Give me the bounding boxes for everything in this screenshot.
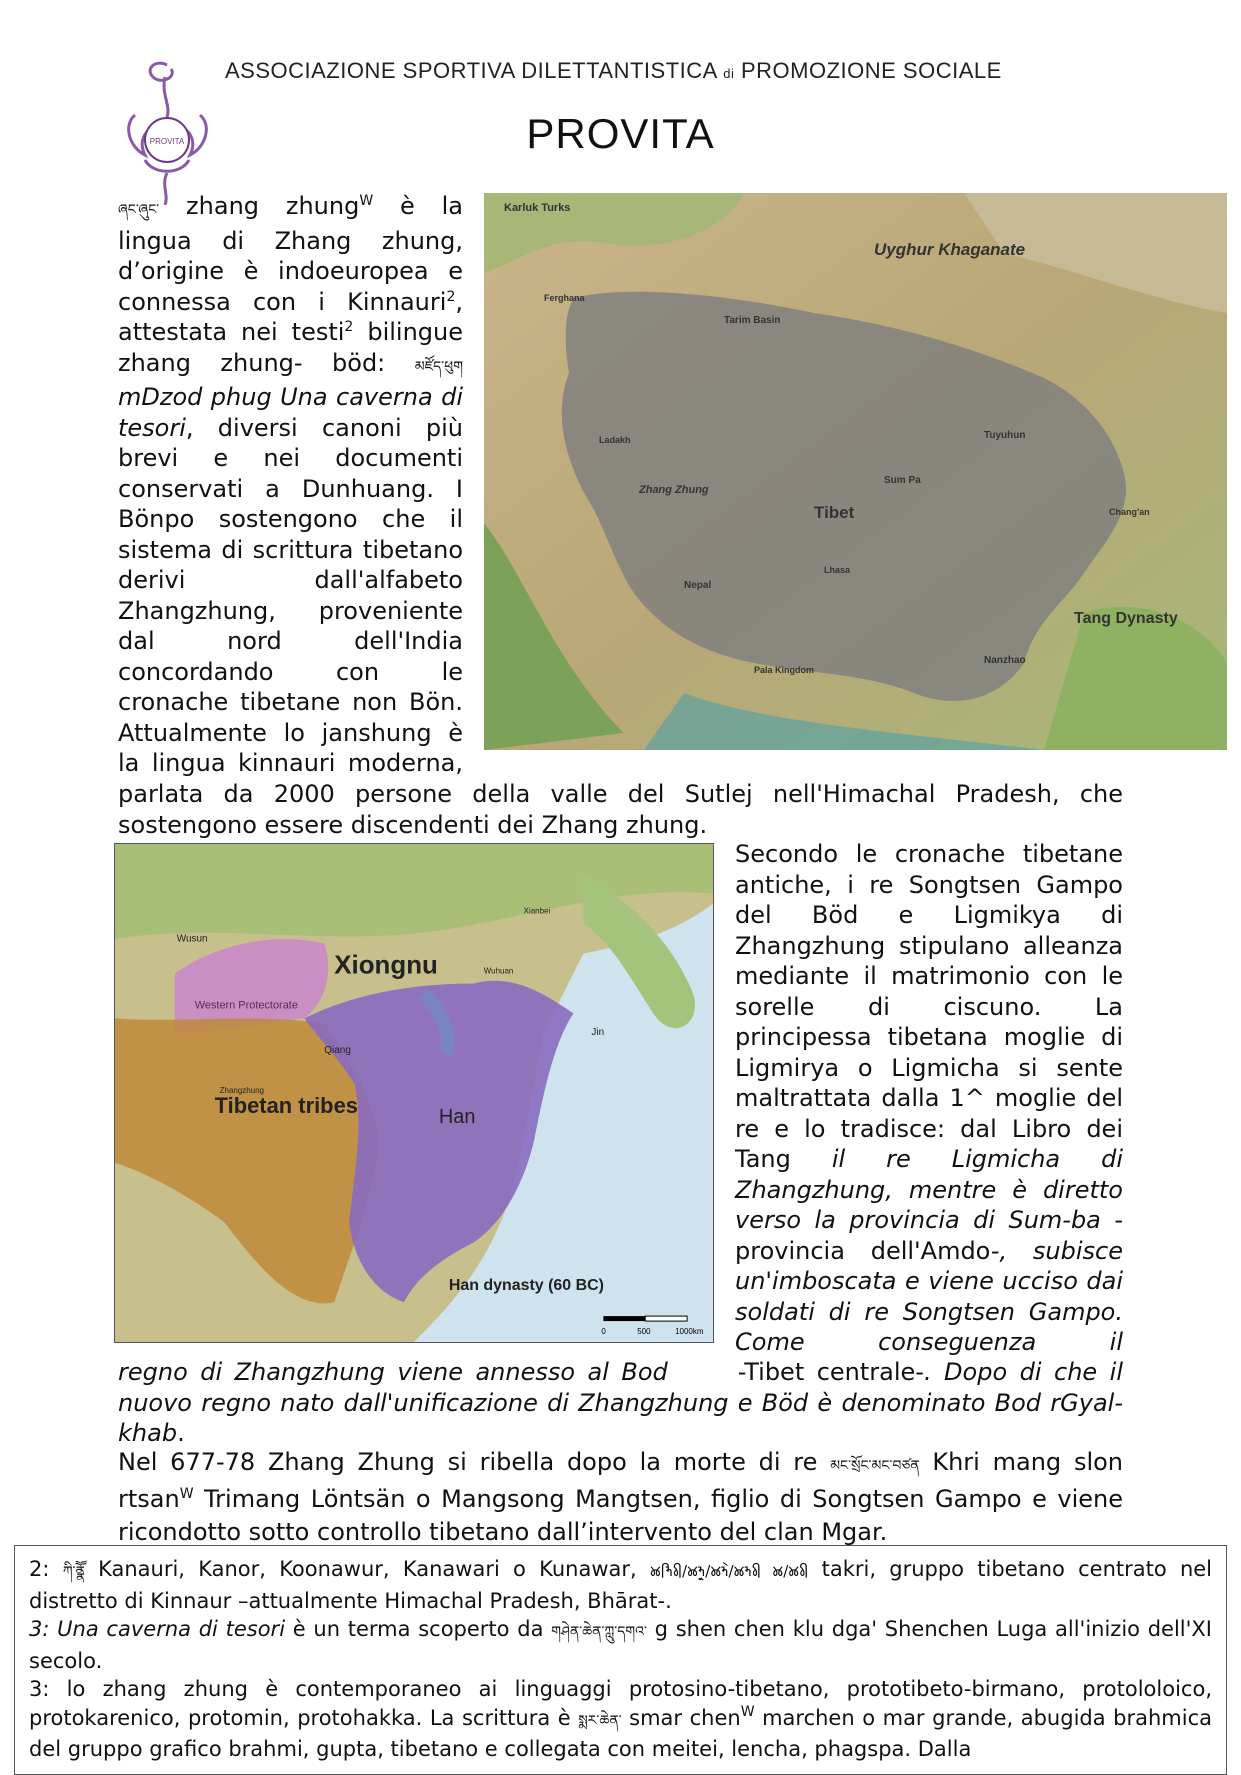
label-lhasa: Lhasa [824, 565, 851, 575]
text-segment: smar chen [621, 1705, 741, 1730]
label-changan: Chang'an [1109, 507, 1150, 517]
text-segment: . [177, 1419, 185, 1447]
takri-script: 𑚊𑚝𑚮𑚤𑚯/𑚊𑚝𑚶𑚤/𑚊𑚝𑚶/𑚊𑚝𑚤𑚯 𑚊/𑚊𑚤𑚯 [649, 1562, 809, 1580]
label-nepal: Nepal [684, 580, 712, 591]
text-segment: , diversi canoni più brevi e nei documenti conservati a Dunhuang. I Bönpo sostengono che il sistema di scrittura tibetano derivi dall'alfabeto Zhangzhung, proveniente dal nord dell'India concordando con le cronache tibetane non Bön. Attualmente lo janshung è la lingua kinnauri moderna, [118, 413, 463, 777]
text-segment: takri, gruppo tibetano centrato nel distretto di Kinnaur –attualmente Himachal Pradesh, Bhārat-. [29, 1557, 1213, 1613]
footnote-1 [29, 1555, 1212, 1615]
tibetan-mangsong: མང་སྲོང་མང་བཙན [830, 1458, 920, 1474]
footnote-3 [29, 1675, 1212, 1764]
footnote-2 [29, 1615, 1212, 1675]
label-pala: Pala Kingdom [754, 665, 815, 675]
label-han-dynasty: Han dynasty (60 BC) [448, 1277, 604, 1295]
label-zhangzhung: Zhangzhung [219, 1086, 264, 1095]
text-segment: g shen chen klu dga' Shenchen Luga all'inizio dell'XI secolo. [29, 1617, 1212, 1673]
wiki-marker: W [179, 1486, 194, 1502]
label-tibetan-tribes: Tibetan tribes [214, 1092, 358, 1118]
footnote-ref: 2 [344, 319, 354, 335]
label-qiang: Qiang [324, 1045, 351, 1057]
text-segment: marchen o mar grande, abugida brahmica del gruppo grafico brahmi, gupta, tibetano e collegata con meitei, lencha, phagspa. Dalla [29, 1705, 1212, 1761]
label-zhang-zhung: Zhang Zhung [639, 484, 709, 496]
label-tang: Tang Dynasty [1074, 610, 1178, 627]
label-tibet: Tibet [814, 503, 855, 522]
label-han: Han [438, 1105, 476, 1128]
label-karluk: Karluk Turks [504, 202, 571, 214]
tibetan-marchen: སྨར་ཆེན་ [578, 1712, 622, 1729]
label-jin: Jin [591, 1027, 605, 1039]
footnotes-box [14, 1545, 1227, 1775]
text-segment: -Tibet centrale- [737, 1358, 924, 1386]
text-segment: , attestata nei testi [118, 287, 463, 346]
tibetan-mdzod-phug: མཛོད་ཕུག [414, 358, 463, 375]
text-segment: è la lingua di Zhang zhung, d’origine è indoeuropea e connessa con i Kinnauri [118, 192, 463, 316]
text-segment: Khri mang slon rtsan [118, 1448, 1124, 1513]
text-segment: Kanauri, Kanor, Koonawur, Kanawari o Kunawar, [84, 1557, 650, 1581]
text-segment: -provincia dell'Amdo- [735, 1206, 1123, 1265]
intro-paragraph [118, 191, 463, 779]
tibetan-shenchen: གཤེན་ཆེན་ཀླུ་དགའ་ [551, 1624, 647, 1640]
logo-text: PROVITA [149, 137, 185, 146]
organization-name [225, 58, 1025, 84]
scale-500: 500 [637, 1327, 651, 1337]
label-ladakh: Ladakh [599, 435, 631, 445]
wiki-marker: W [740, 1703, 755, 1720]
label-wuhuan: Wuhuan [483, 966, 514, 976]
chronicle-paragraph [735, 839, 1123, 1358]
scale-0: 0 [601, 1327, 606, 1337]
label-uyghur: Uyghur Khaganate [874, 240, 1026, 259]
continuation-paragraph: parlata da 2000 persone della valle del Sutlej nell'Himachal Pradesh, che sostengono essere discendenti dei Zhang zhung. [118, 780, 1123, 839]
text-italic: . Dopo di che il nuovo regno nato dall'unificazione di Zhangzhung e Böd è denominato Bod rGyal-khab [118, 1358, 1123, 1447]
label-nanzhao: Nanzhao [984, 655, 1026, 666]
text-italic: , subisce un'imboscata e viene ucciso dai soldati di re Songtsen Gampo. Come conseguenza il [735, 1236, 1124, 1356]
text-segment: Secondo le cronache tibetane antiche, i re Songtsen Gampo del Böd e Ligmikya di Zhangzhung stipulano alleanza mediante il matrimonio con le sorelle di ciscuno. La principessa tibetana moglie di Ligmirya o Ligmicha si sente maltrattata dalla 1^ moglie del re e lo tradisce: dal Libro dei Tang [735, 840, 1123, 1173]
org-name-part1: ASSOCIAZIONE SPORTIVA DILETTANTISTICA [225, 58, 717, 83]
text-segment: Nel 677-78 Zhang Zhung si ribella dopo la morte di re [118, 1448, 831, 1476]
tibet-empire-map [484, 193, 1227, 750]
label-xianbei: Xianbei [523, 906, 551, 916]
rebellion-paragraph [118, 1446, 1123, 1549]
label-tarim: Tarim Basin [724, 315, 781, 326]
org-name-part2: PROMOZIONE SOCIALE [740, 58, 1002, 83]
page-title: PROVITA [526, 110, 715, 157]
text-segment: zhang zhung [159, 192, 360, 220]
annexation-paragraph [118, 1357, 1123, 1449]
footnote-number: 2: [29, 1557, 63, 1581]
label-tuyuhun: Tuyuhun [984, 430, 1026, 441]
text-italic: regno di Zhangzhung viene annesso al Bod [118, 1358, 668, 1386]
wiki-marker: W [359, 193, 374, 209]
label-wusun: Wusun [176, 933, 208, 945]
text-segment: 3: lo zhang zhung è contemporaneo ai linguaggi protosino-tibetano, prototibeto-birmano, protololoico, protokarenico, protomin, protohakka. La scrittura è [29, 1677, 1212, 1730]
label-ferghana: Ferghana [544, 293, 585, 303]
tibetan-kinnaur: ཀི་ནྣཽ [62, 1564, 85, 1580]
text-segment: Trimang Löntsän o Mangsong Mangtsen, figlio di Songtsen Gampo e viene ricondotto sotto controllo tibetano dall’intervento del clan Mgar. [118, 1485, 1123, 1546]
footnote-ref: 2 [446, 288, 456, 305]
scale-1000: 1000km [675, 1327, 704, 1337]
text-italic: il re Ligmicha di Zhangzhung, mentre è diretto verso la provincia di Sum-ba [735, 1145, 1123, 1234]
org-name-di: di [723, 66, 735, 81]
label-western-protectorate: Western Protectorate [194, 999, 298, 1012]
text-italic: mDzod phug Una caverna di tesori [118, 383, 463, 442]
tibetan-zhangzhung: ཞང་ཞུང་ [118, 202, 160, 218]
text-italic: 3: Una caverna di tesori [29, 1617, 286, 1641]
text-segment: bilingue zhang zhung- böd: [118, 318, 463, 377]
han-dynasty-map [114, 843, 714, 1343]
text-segment: è un terma scoperto da [285, 1617, 552, 1641]
label-xiongnu: Xiongnu [334, 951, 438, 980]
label-sum-pa: Sum Pa [884, 475, 921, 486]
